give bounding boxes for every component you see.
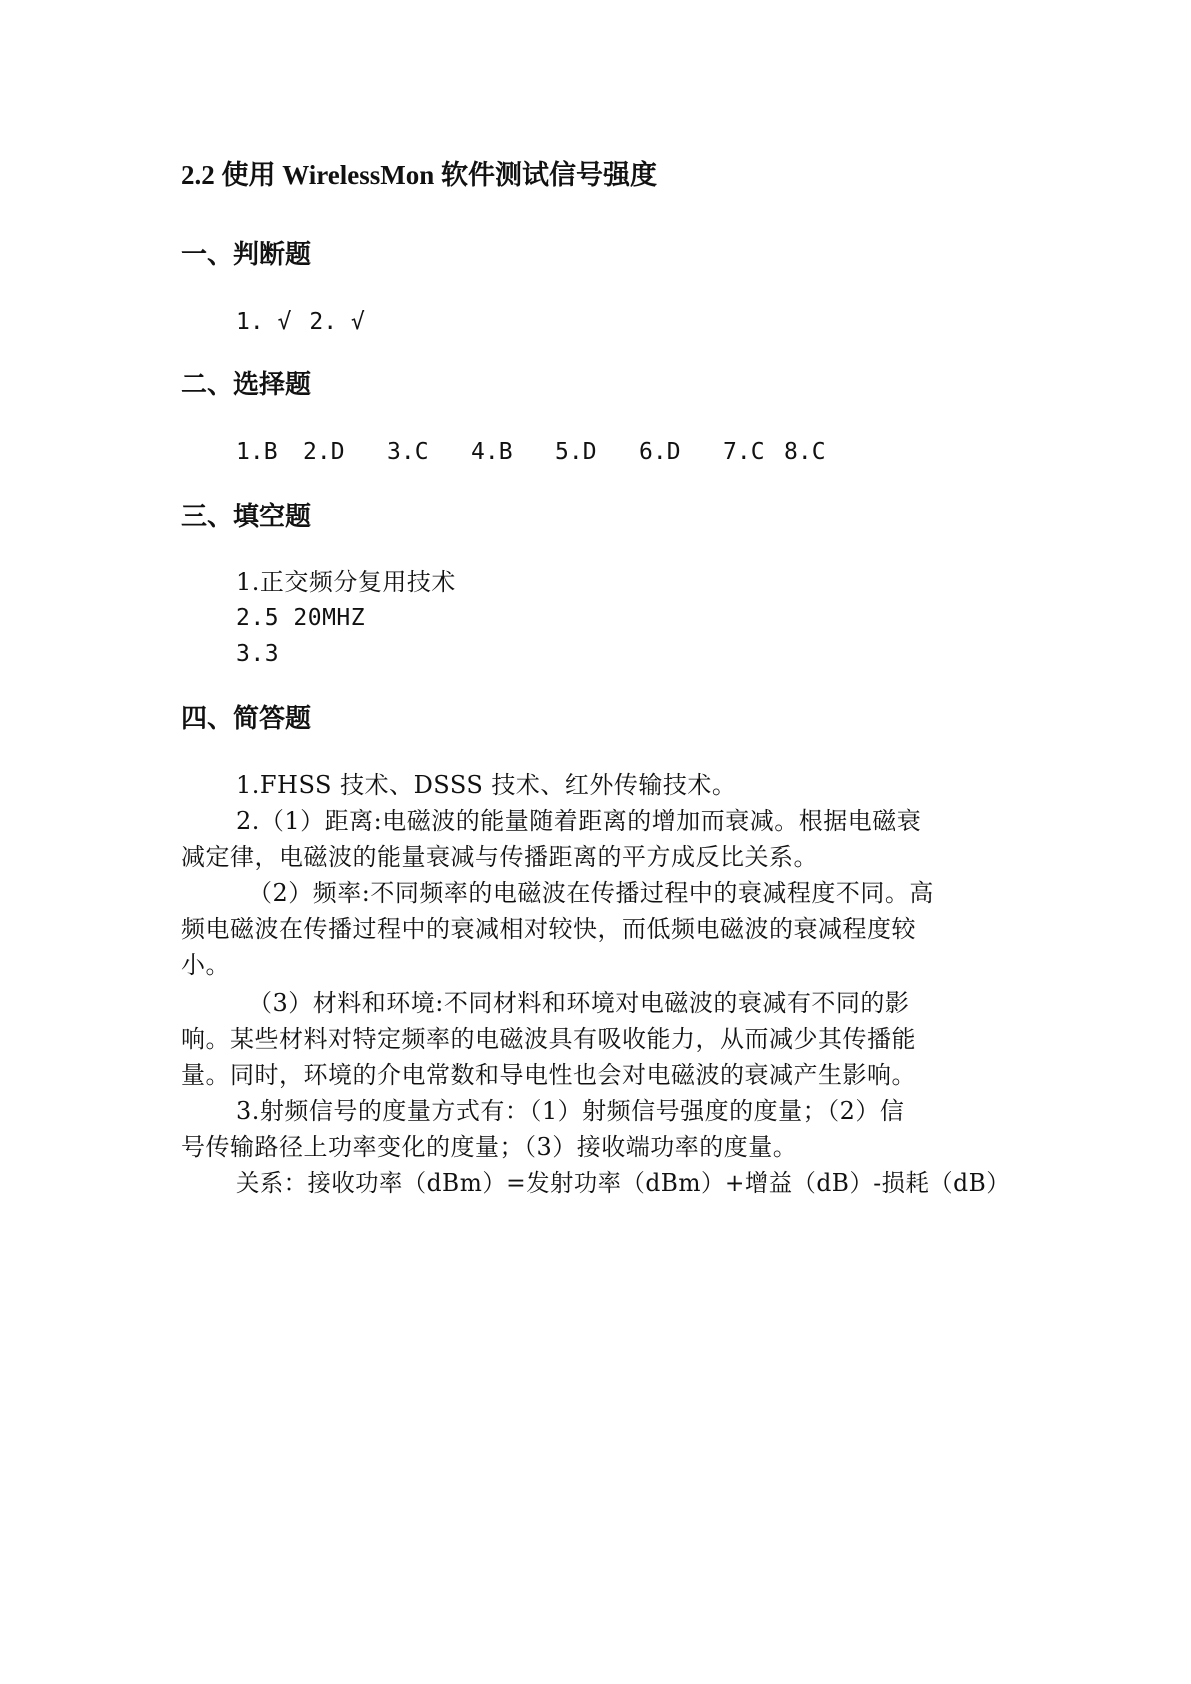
short-answer-line: （3）材料和环境:不同材料和环境对电磁波的衰减有不同的影 [248,989,910,1017]
section-heading-short: 四、简答题 [181,704,312,734]
judge-answer: 1. √ [236,309,292,335]
choice-answer: 8.C [784,439,826,465]
short-answer-line: 量。同时，环境的介电常数和导电性也会对电磁波的衰减产生影响。 [181,1061,916,1089]
short-answer-line: 小。 [181,951,230,979]
page-title: 2.2 使用 WirelessMon 软件测试信号强度 [181,160,657,190]
choice-answer: 3.C [387,439,429,465]
short-answer-line: 号传输路径上功率变化的度量；（3）接收端功率的度量。 [181,1133,798,1161]
short-answer-line: 减定律，电磁波的能量衰减与传播距离的平方成反比关系。 [181,843,818,871]
choice-answer: 1.B [236,439,278,465]
section-heading-judge: 一、判断题 [181,240,312,270]
short-answer-line: （2）频率:不同频率的电磁波在传播过程中的衰减程度不同。高 [248,879,934,907]
short-answer-line: 2.（1）距离:电磁波的能量随着距离的增加而衰减。根据电磁衰 [236,807,922,835]
short-answer-line: 3.射频信号的度量方式有：（1）射频信号强度的度量；（2）信 [236,1097,905,1125]
section-heading-choice: 二、选择题 [181,370,312,400]
choice-answer: 6.D [639,439,681,465]
choice-answer: 4.B [471,439,513,465]
choice-answer: 7.C [723,439,765,465]
section-heading-fill: 三、填空题 [181,502,312,532]
short-answer-line: 响。某些材料对特定频率的电磁波具有吸收能力，从而减少其传播能 [181,1025,916,1053]
judge-answer: 2. √ [309,309,365,335]
choice-answers [236,436,826,468]
choice-answer: 2.D [303,439,345,465]
short-answer-line: 关系：接收功率（dBm）=发射功率（dBm）+增益（dB）-损耗（dB） [236,1169,1011,1197]
short-answer-line: 频电磁波在传播过程中的衰减相对较快，而低频电磁波的衰减程度较 [181,915,916,943]
judge-answers [236,306,383,338]
fill-answer: 3.3 [236,641,280,667]
choice-answer: 5.D [555,439,597,465]
short-answer-line: 1.FHSS 技术、DSSS 技术、红外传输技术。 [236,771,737,799]
fill-answer: 2.5 20MHZ [236,605,366,631]
fill-answer: 1.正交频分复用技术 [236,568,456,596]
